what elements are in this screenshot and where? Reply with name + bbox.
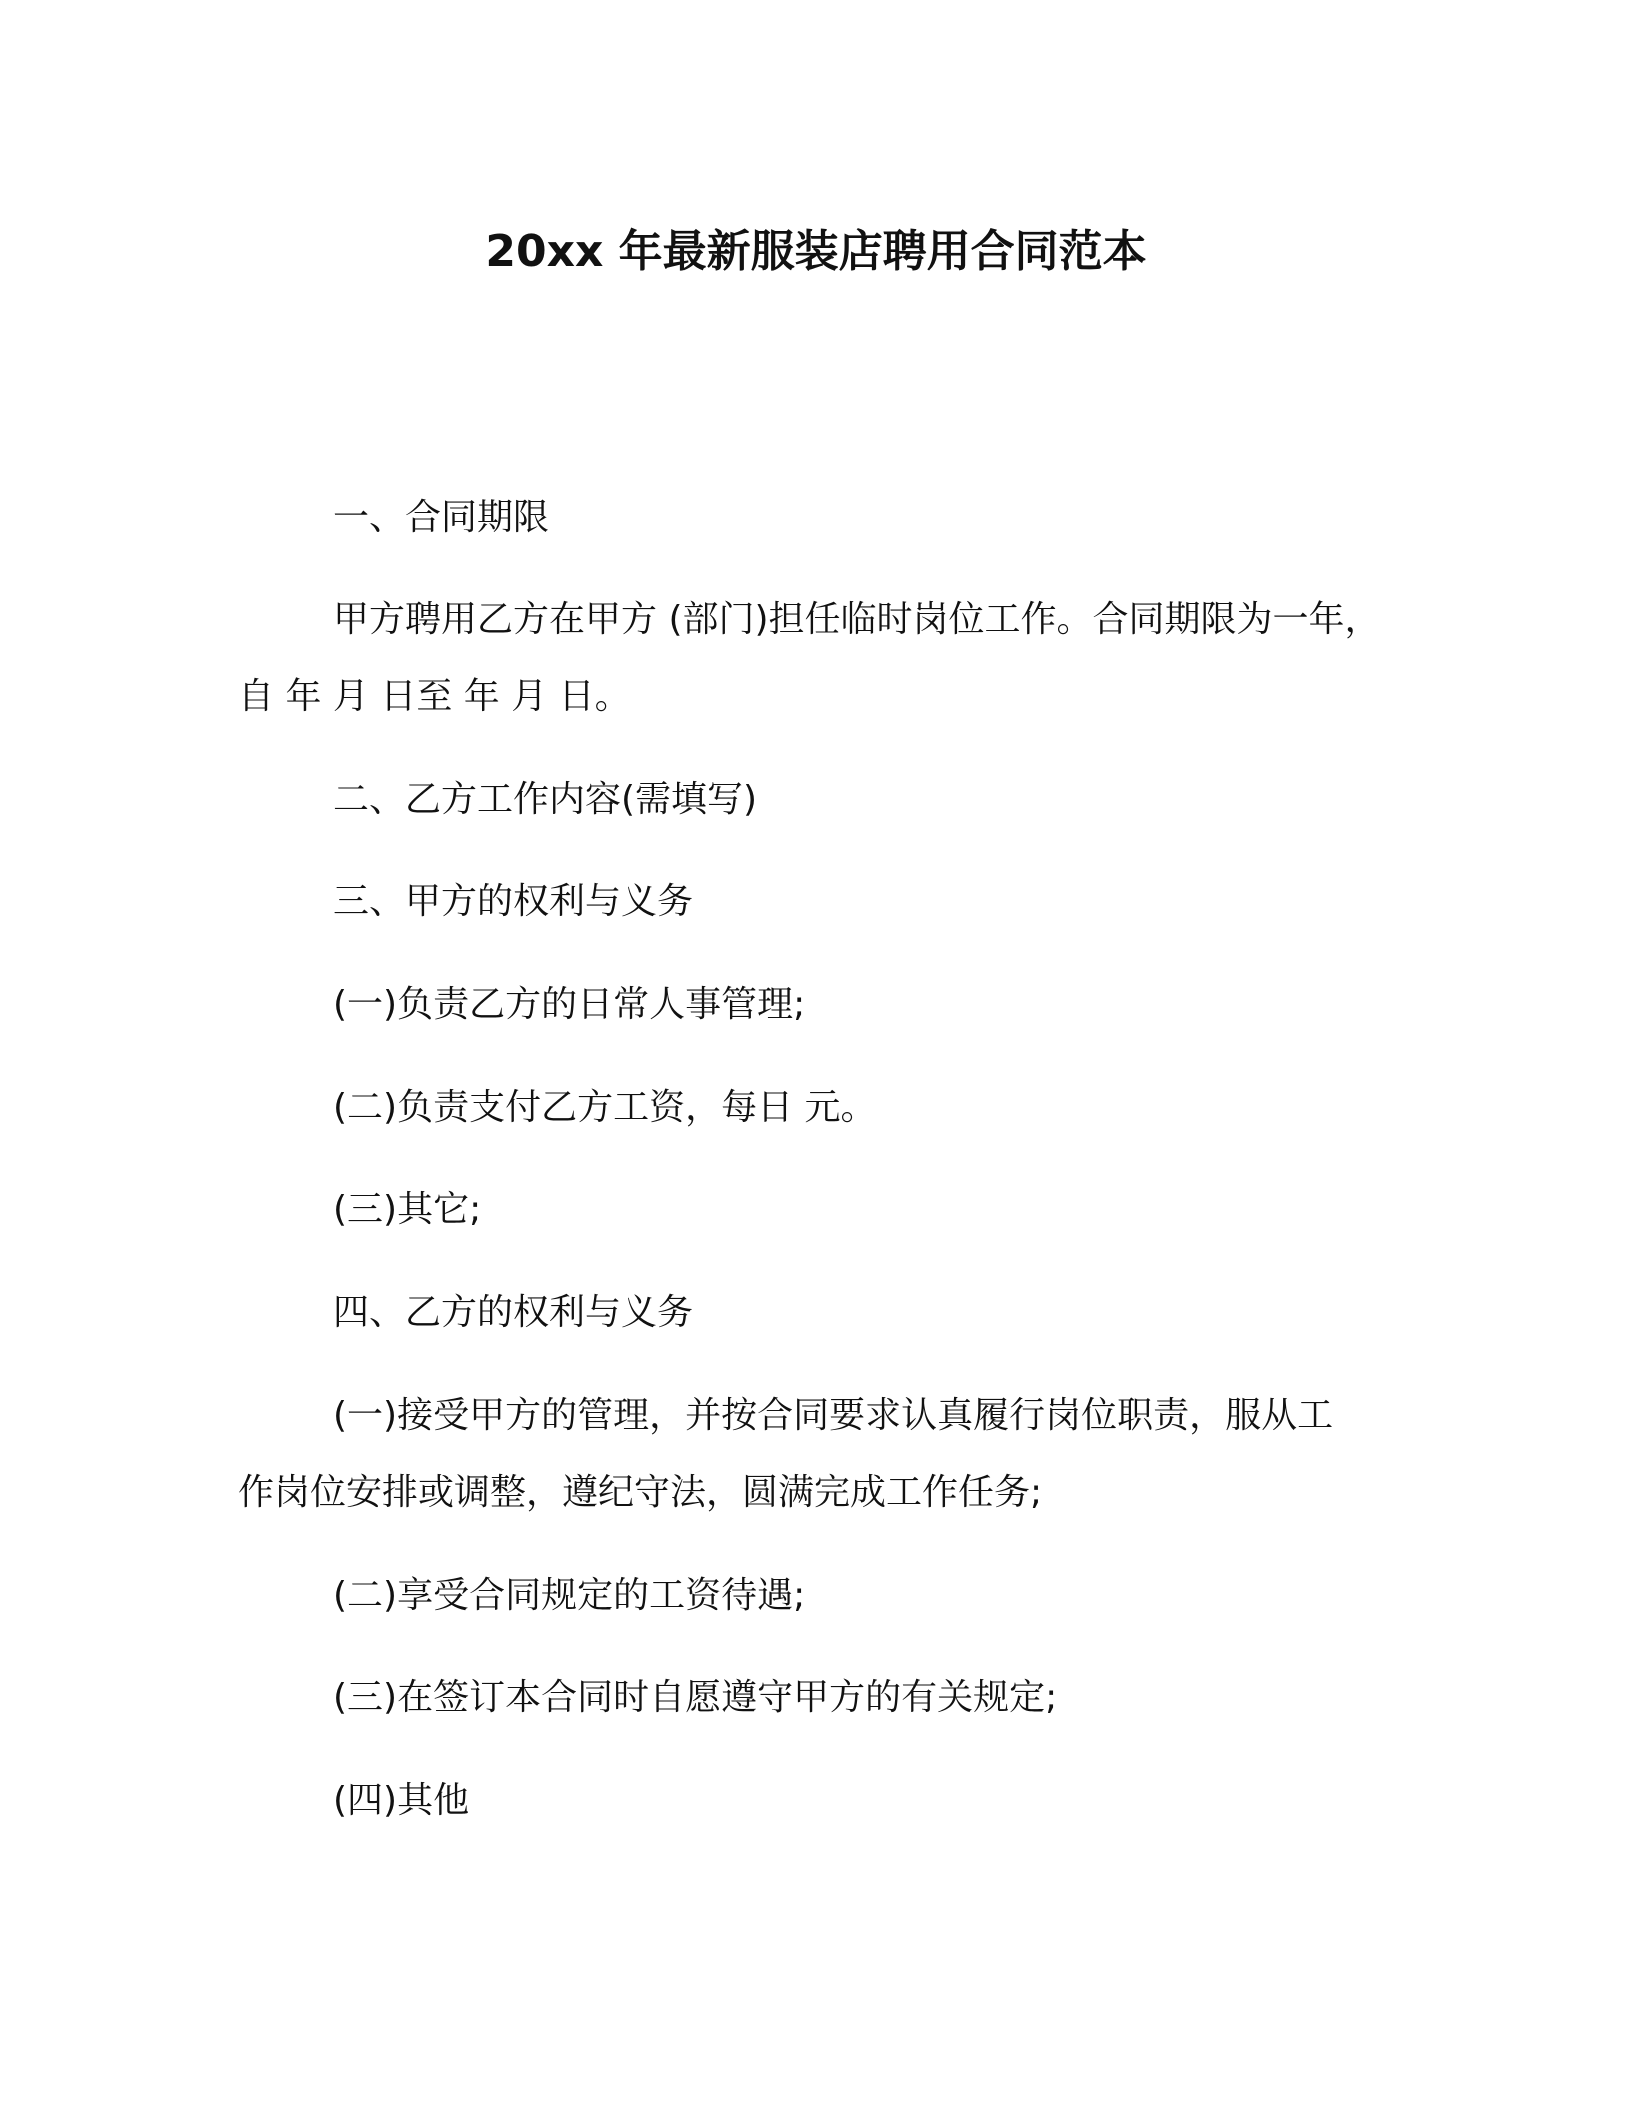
list-item-party-b-3: (三)在签订本合同时自愿遵守甲方的有关规定;: [333, 1677, 1058, 1718]
list-item-party-a-3: (三)其它;: [333, 1189, 482, 1230]
list-item-party-b-2: (二)享受合同规定的工资待遇;: [333, 1575, 806, 1616]
page-title: 20xx 年最新服装店聘用合同范本: [485, 226, 1147, 277]
section-heading-work-content: 二、乙方工作内容(需填写): [333, 779, 758, 820]
paragraph-term-line-2: 自 年 月 日至 年 月 日。: [238, 676, 631, 717]
list-item-party-b-4: (四)其他: [333, 1780, 470, 1821]
list-item-party-b-1-line-1: (一)接受甲方的管理，并按合同要求认真履行岗位职责，服从工: [333, 1395, 1334, 1436]
paragraph-term-line-1: 甲方聘用乙方在甲方 (部门)担任临时岗位工作。合同期限为一年，: [333, 599, 1381, 640]
section-heading-term: 一、合同期限: [333, 497, 550, 538]
list-item-party-a-1: (一)负责乙方的日常人事管理;: [333, 984, 806, 1025]
section-heading-party-b: 四、乙方的权利与义务: [333, 1292, 694, 1333]
list-item-party-a-2: (二)负责支付乙方工资，每日 元。: [333, 1087, 877, 1128]
list-item-party-b-1-line-2: 作岗位安排或调整，遵纪守法，圆满完成工作任务;: [238, 1472, 1043, 1513]
section-heading-party-a: 三、甲方的权利与义务: [333, 881, 694, 922]
